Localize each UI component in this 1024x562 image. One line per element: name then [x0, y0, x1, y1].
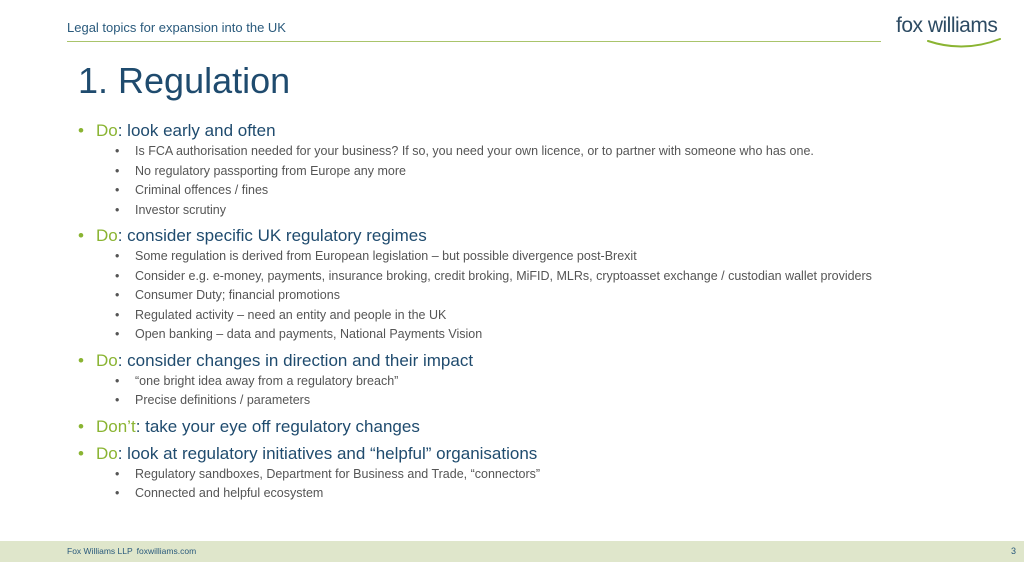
- bullet-icon: •: [115, 373, 120, 388]
- bullet-icon: •: [78, 350, 84, 370]
- slide-content: [78, 120, 998, 509]
- bullet-icon: •: [115, 327, 120, 341]
- bullet-icon: •: [78, 416, 84, 436]
- list-item: • Is FCA authorisation needed for your business? If so, you need your own licence, or to partner with someone who has one.: [78, 142, 998, 162]
- section-keyword: Do: [96, 226, 118, 245]
- bullet-icon: •: [115, 393, 120, 407]
- section-regulatory-changes: [78, 416, 998, 438]
- bullet-icon: •: [78, 226, 84, 245]
- bullet-icon: •: [115, 183, 120, 197]
- section-keyword: Do: [96, 443, 118, 463]
- bullet-icon: •: [78, 443, 84, 463]
- section-changes-direction: [78, 350, 998, 411]
- bullet-icon: •: [115, 288, 120, 302]
- section-initiatives: [78, 443, 998, 504]
- list-item: • Regulated activity – need an entity and people in the UK: [78, 306, 998, 326]
- bullet-icon: •: [115, 268, 120, 283]
- logo-text: fox williams: [896, 14, 998, 37]
- section-keyword: Do: [96, 121, 118, 140]
- header-divider: [67, 41, 881, 42]
- bullet-icon: •: [115, 307, 120, 322]
- section-keyword: Do: [96, 350, 118, 370]
- section-heading: [78, 350, 998, 372]
- footer-bar: [0, 541, 1024, 562]
- list-item: • Connected and helpful ecosystem: [78, 484, 998, 504]
- section-heading-text: : look early and often: [117, 121, 276, 140]
- list-item: • Criminal offences / fines: [78, 181, 998, 201]
- bullet-icon: •: [115, 144, 120, 158]
- bullet-icon: •: [115, 466, 120, 481]
- header-title: Legal topics for expansion into the UK: [67, 20, 286, 35]
- section-heading-text: : consider specific UK regulatory regimes: [117, 226, 427, 245]
- fox-williams-logo: [896, 14, 1002, 50]
- bullet-icon: •: [78, 121, 84, 140]
- section-heading: [78, 443, 998, 465]
- list-item: • Some regulation is derived from European legislation – but possible divergence post-Brexit: [78, 247, 998, 267]
- section-heading: [78, 416, 998, 438]
- list-item: • Consumer Duty; financial promotions: [78, 286, 998, 306]
- section-heading-text: : take your eye off regulatory changes: [135, 416, 420, 436]
- page-title: 1. Regulation: [78, 60, 291, 101]
- footer-website: foxwilliams.com: [136, 546, 197, 556]
- list-item: • Investor scrutiny: [78, 201, 998, 221]
- bullet-icon: •: [115, 249, 120, 263]
- list-item: • Regulatory sandboxes, Department for Business and Trade, “connectors”: [78, 465, 998, 485]
- section-look-early: [78, 120, 998, 220]
- footer-company: Fox Williams LLP: [67, 546, 133, 556]
- section-heading-text: : consider changes in direction and their impact: [117, 350, 474, 370]
- section-heading: [78, 225, 998, 247]
- section-keyword: Don’t: [96, 416, 136, 436]
- list-item: • Precise definitions / parameters: [78, 391, 998, 411]
- bullet-icon: •: [115, 202, 120, 217]
- logo-swoosh-icon: [926, 37, 1002, 51]
- bullet-icon: •: [115, 486, 120, 500]
- section-heading-text: : look at regulatory initiatives and “helpful” organisations: [117, 443, 538, 463]
- list-item: • Consider e.g. e-money, payments, insurance broking, credit broking, MiFID, MLRs, cryptoasset exchange / custodian wallet providers: [78, 267, 998, 287]
- list-item: • “one bright idea away from a regulatory breach”: [78, 372, 998, 392]
- section-heading: [78, 120, 998, 142]
- bullet-icon: •: [115, 163, 120, 178]
- list-item: • Open banking – data and payments, National Payments Vision: [78, 325, 998, 345]
- page-number: 3: [1010, 546, 1016, 556]
- list-item: • No regulatory passporting from Europe any more: [78, 162, 998, 182]
- footer-text: [67, 546, 196, 556]
- section-uk-regimes: [78, 225, 998, 345]
